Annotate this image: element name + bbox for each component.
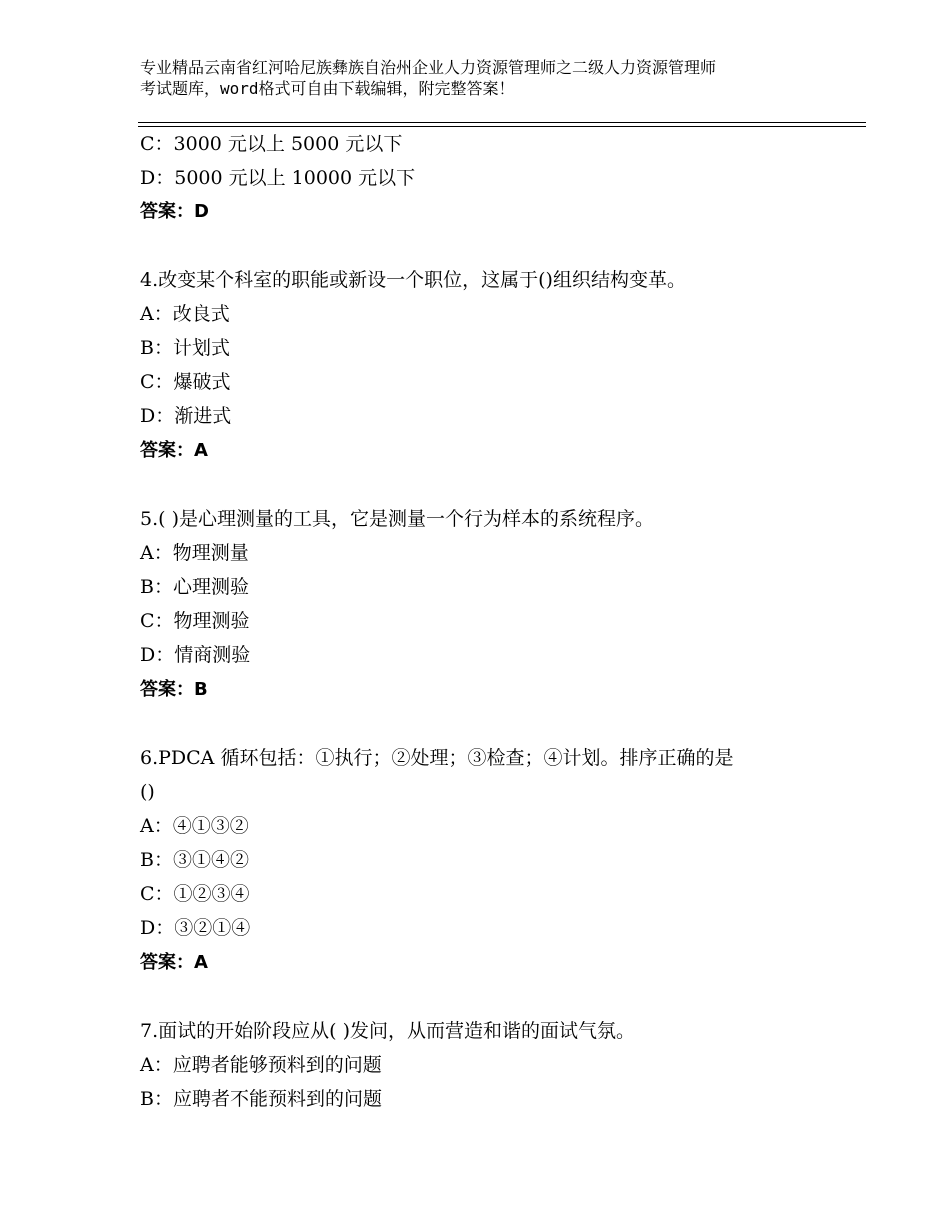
- q4-option-b: B：计划式: [140, 337, 230, 359]
- q4-option-c: C：爆破式: [140, 371, 231, 393]
- q3-answer: 答案：D: [140, 201, 209, 222]
- header-title-line-2: 考试题库，word格式可自由下载编辑，附完整答案！: [140, 79, 515, 98]
- q5-option-a: A：物理测量: [140, 542, 249, 564]
- q4-option-a: A：改良式: [140, 303, 230, 325]
- document-header: [140, 57, 840, 99]
- q6-option-c: C：①②③④: [140, 883, 250, 905]
- q5-option-c: C：物理测验: [140, 610, 250, 632]
- q7-stem: 7.面试的开始阶段应从( )发问，从而营造和谐的面试气氛。: [140, 1020, 635, 1042]
- q6-option-d: D：③②①④: [140, 917, 251, 939]
- q3-option-c: C：3000 元以上 5000 元以下: [140, 133, 403, 155]
- q6-option-a: A：④①③②: [140, 815, 249, 837]
- q3-option-d: D：5000 元以上 10000 元以下: [140, 167, 416, 189]
- q6-answer: 答案：A: [140, 952, 208, 973]
- q4-stem: 4.改变某个科室的职能或新设一个职位，这属于()组织结构变革。: [140, 269, 686, 291]
- q5-stem: 5.( )是心理测量的工具，它是测量一个行为样本的系统程序。: [140, 508, 654, 530]
- q6-stem-line-1: 6.PDCA 循环包括：①执行；②处理；③检查；④计划。排序正确的是: [140, 747, 734, 769]
- header-rule-bottom: [138, 126, 866, 127]
- header-rule-top: [138, 122, 866, 123]
- q6-option-b: B：③①④②: [140, 849, 249, 871]
- q5-option-d: D：情商测验: [140, 644, 251, 666]
- q7-option-b: B：应聘者不能预料到的问题: [140, 1088, 382, 1110]
- q4-option-d: D：渐进式: [140, 405, 232, 427]
- q5-answer: 答案：B: [140, 679, 208, 700]
- q7-option-a: A：应聘者能够预料到的问题: [140, 1054, 382, 1076]
- header-title-line-1: 专业精品云南省红河哈尼族彝族自治州企业人力资源管理师之二级人力资源管理师: [140, 58, 717, 77]
- q5-option-b: B：心理测验: [140, 576, 249, 598]
- q6-stem-line-2: (): [140, 781, 155, 803]
- q4-answer: 答案：A: [140, 440, 208, 461]
